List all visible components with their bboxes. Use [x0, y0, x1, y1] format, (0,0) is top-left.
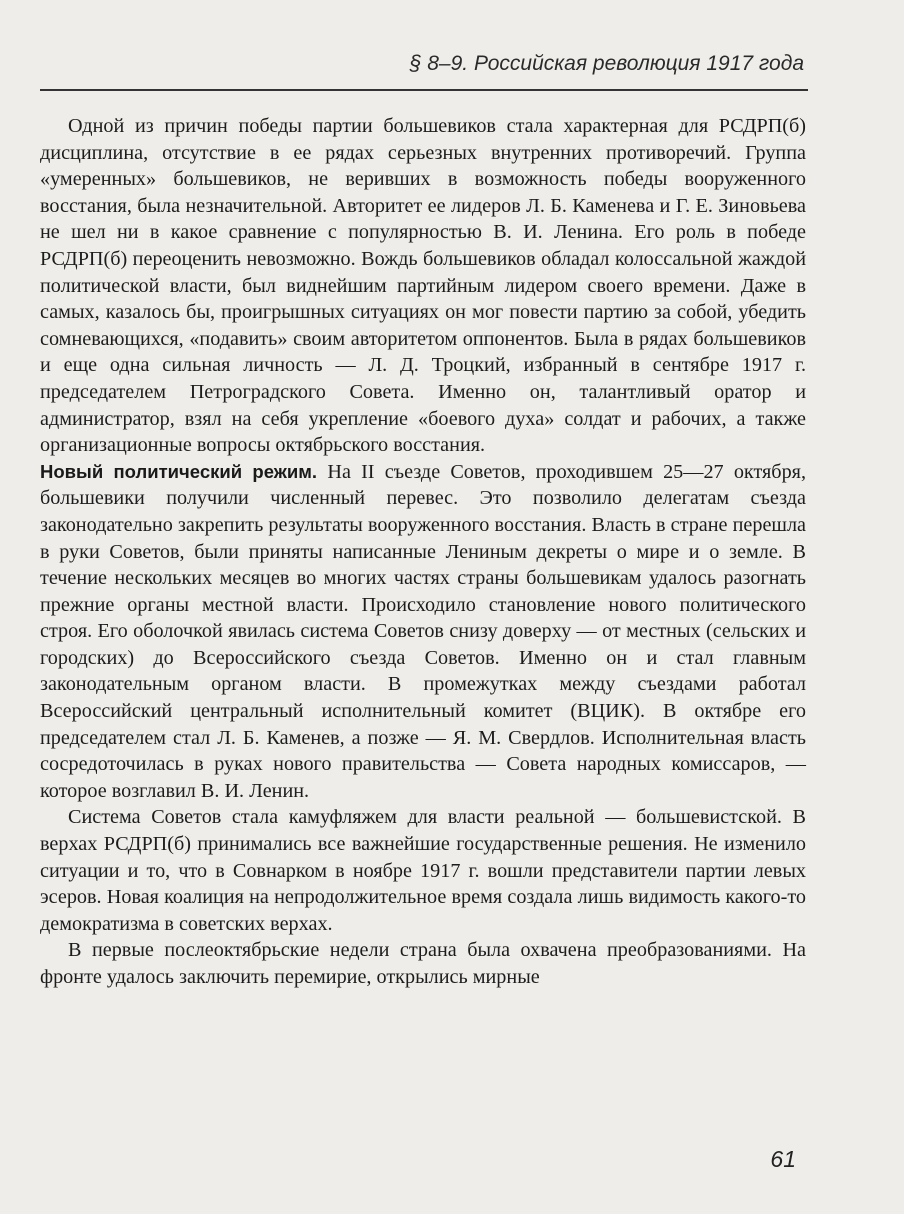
paragraph-3 [40, 804, 806, 937]
paragraph-3-text: Система Советов стала камуфляжем для власти реальной — большевистской. В верхах РСДРП(б) принимались все важнейшие государственные решения. Не изменило ситуации и то, что в Совнарком в ноябре 1917 г. вошли представители партии левых эсеров. Новая коалиция на непродолжительное время создала лишь видимость какого-то демократизма в советских верхах. [40, 806, 806, 935]
page-number: 61 [770, 1146, 796, 1172]
body-text [40, 113, 806, 991]
paragraph-2 [40, 459, 806, 805]
paragraph-1 [40, 113, 806, 459]
paragraph-2-text: На II съезде Советов, проходившем 25—27 октября, большевики получили численный перевес. Это позволило делегатам съезда законодательно закрепить результаты вооруженного восстания. Власть в стране перешла в руки Советов, были приняты написанные Лениным декреты о мире и о земле. В течение нескольких месяцев во многих частях страны большевикам удалось разогнать прежние органы местной власти. Происходило становление нового политического строя. Его оболочкой явилась система Советов снизу доверху — от местных (сельских и городских) до Всероссийского съезда Советов. Именно он и стал главным законодательным органом власти. В промежутках между съездами работал Всероссийский центральный исполнительный комитет (ВЦИК). В октябре его председателем стал Л. Б. Каменев, а позже — Я. М. Свердлов. Исполнительная власть сосредоточилась в руках нового правительства — Совета народных комиссаров, — которое возглавил В. И. Ленин. [40, 460, 807, 802]
paragraph-1-text: Одной из причин победы партии большевиков стала характерная для РСДРП(б) дисциплина, отсутствие в ее рядах серьезных внутренних противоречий. Группа «умеренных» большевиков, не веривших в возможность победы вооруженного восстания, была незначительной. Авторитет ее лидеров Л. Б. Каменева и Г. Е. Зиновьева не шел ни в какое сравнение с популярностью В. И. Ленина. Его роль в победе РСДРП(б) переоценить невозможно. Вождь большевиков обладал колоссальной жаждой политической власти, был виднейшим партийным лидером своего времени. Даже в самых, казалось бы, проигрышных ситуациях он мог повести партию за собой, убедить сомневающихся, «подавить» своим авторитетом оппонентов. Была в рядах большевиков и еще одна сильная личность — Л. Д. Троцкий, избранный в сентябре 1917 г. председателем Петроградского Совета. Именно он, талантливый оратор и администратор, взял на себя укрепление «боевого духа» солдат и рабочих, а также организационные вопросы октябрьского восстания. [40, 115, 806, 457]
header-rule [40, 89, 808, 91]
section-heading: Новый политический режим. [40, 460, 328, 482]
paragraph-4-text: В первые послеоктябрьские недели страна была охвачена преобразованиями. На фронте удалось заключить перемирие, открылись мирные [40, 939, 806, 988]
paragraph-4 [40, 937, 806, 990]
running-header: § 8–9. Российская революция 1917 года [409, 52, 804, 75]
